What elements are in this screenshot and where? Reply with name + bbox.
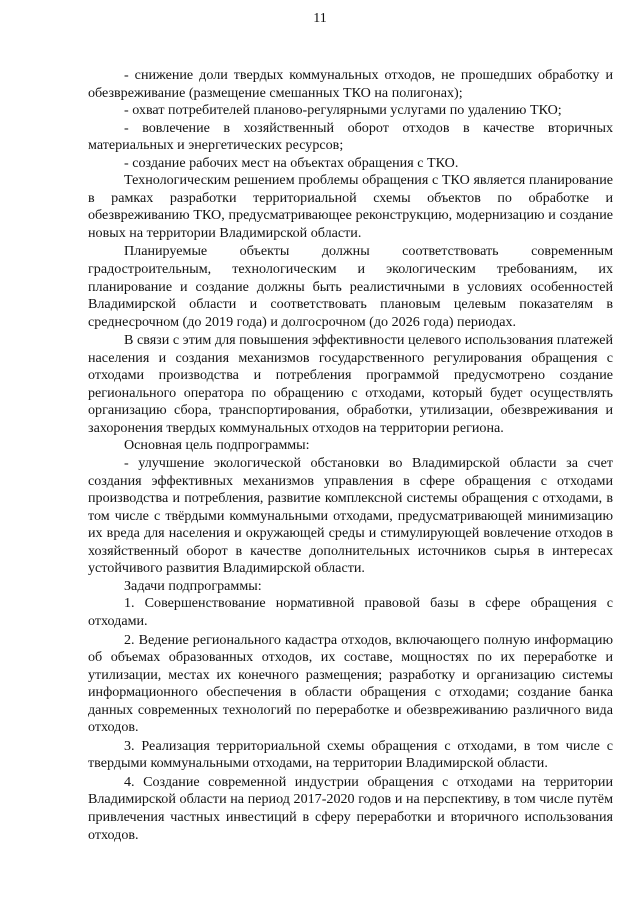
paragraph: Основная цель подпрограммы: [124, 437, 310, 454]
page-number: 11 [313, 11, 327, 26]
paragraph: 1. Совершенствование нормативной правовой базы в сфере обращения с отходами. [88, 595, 613, 629]
paragraph: - охват потребителей планово-регулярными услугами по удалению ТКО; [124, 102, 562, 119]
paragraph: 3. Реализация территориальной схемы обращения с отходами, в том числе с твердыми коммунальными отходами, на территории Владимирской области. [88, 737, 613, 772]
paragraph: В связи с этим для повышения эффективности целевого использования платежей населения и создания механизмов государственного регулирования обращения с отходами производства и потребления программой предусмотрено создание регионального оператора по обращению с отходами, который будет осуществлять организацию сбора, транспортирования, обработки, утилизации, обезвреживания и захоронения твердых коммунальных отходов на территории региона. [88, 332, 613, 436]
paragraph: 2. Ведение регионального кадастра отходов, включающего полную информацию об объемах образованных отходов, их составе, мощностях по их переработке и утилизации, местах их конечного размещения; разработку и организацию системы информационного обеспечения в области обращения с отходами; создание банка данных современных технологий по переработке и обезвреживанию различного вида отходов. [88, 631, 613, 736]
paragraph: Задачи подпрограммы: [124, 577, 262, 594]
document-body [88, 67, 613, 844]
paragraph: 4. Создание современной индустрии обращения с отходами на территории Владимирской области на период 2017-2020 годов и на перспективу, в том числе путём привлечения частных инвестиций в сферу переработки и вторичного использования отходов. [88, 773, 613, 843]
paragraph: - улучшение экологической обстановки во Владимирской области за счет создания эффективных механизмов управления в сфере обращения с отходами производства и потребления, развитие комплексной системы обращения с отходами, в том числе с твёрдыми коммунальными отходами, предусматривающей минимизацию их вреда для населения и окружающей среды и стимулирующей вовлечение отходов в хозяйственный оборот в качестве дополнительных источников сырья в интересах устойчивого развития Владимирской области. [88, 455, 613, 577]
paragraph: - создание рабочих мест на объектах обращения с ТКО. [124, 154, 459, 171]
paragraph: Планируемые объекты должны соответствовать современным градостроительным, технологическим и экологическим требованиям, их планирование и создание должны быть реалистичными в условиях особенностей Владимирской области и соответствовать плановым целевым показателям в среднесрочном (до 2019 года) и долгосрочном (до 2026 года) периодах. [88, 243, 613, 330]
paragraph: Технологическим решением проблемы обращения с ТКО является планирование в рамках разработки территориальной схемы объектов по обработке и обезвреживанию ТКО, предусматривающее реконструкцию, модернизацию и создание новых на территории Владимирской области. [88, 172, 613, 241]
paragraph: - снижение доли твердых коммунальных отходов, не прошедших обработку и обезвреживание (размещение смешанных ТКО на полигонах); [88, 67, 613, 101]
paragraph: - вовлечение в хозяйственный оборот отходов в качестве вторичных материальных и энергетических ресурсов; [88, 119, 613, 154]
